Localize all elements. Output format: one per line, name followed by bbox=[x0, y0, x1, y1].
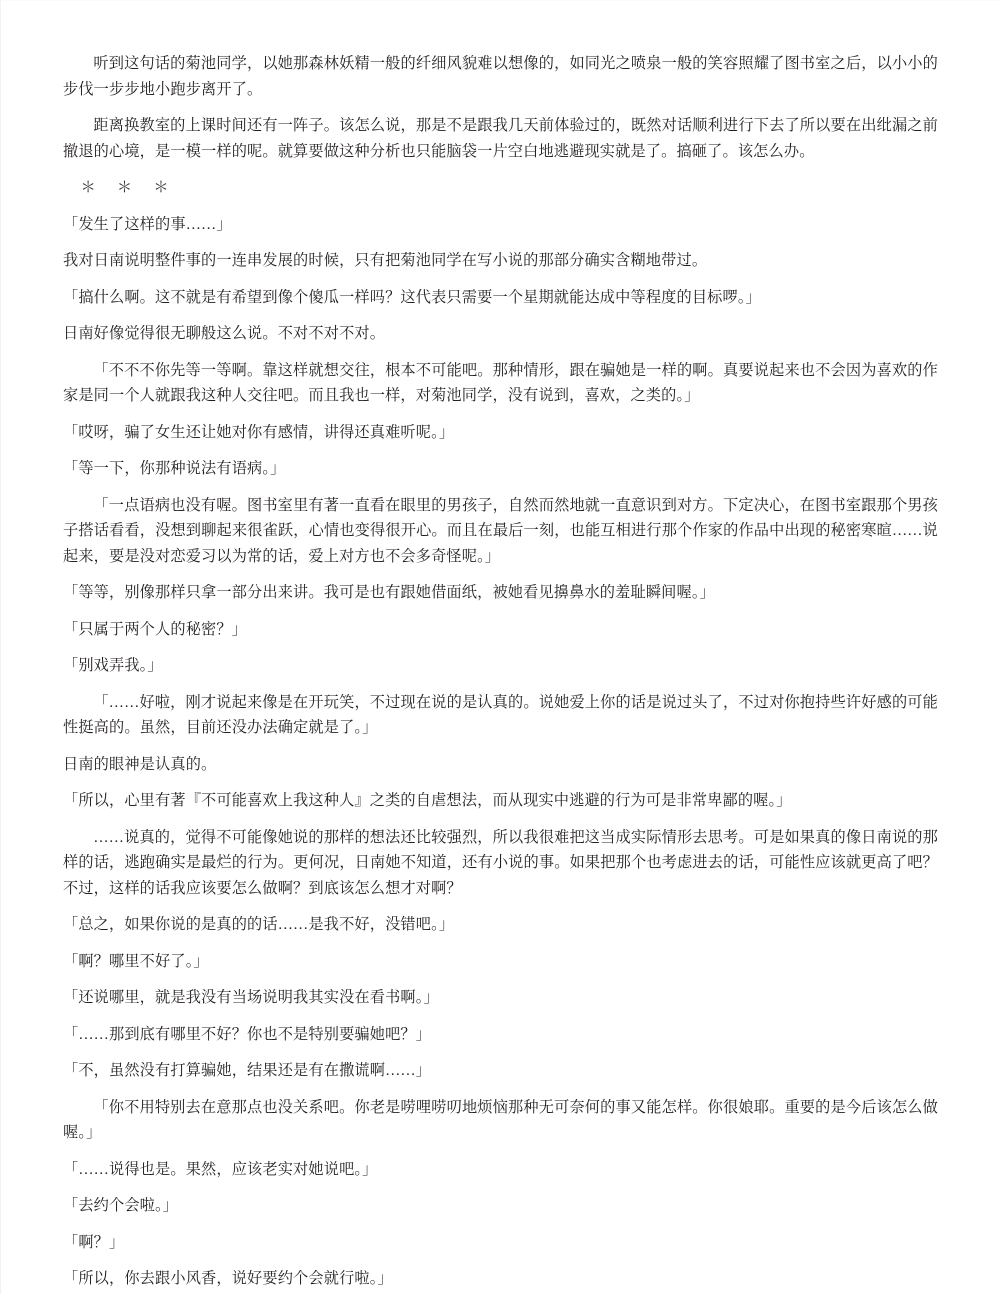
paragraph: 日南的眼神是认真的。 bbox=[63, 755, 217, 773]
dialogue-line: 「还说哪里，就是我没有当场说明我其实没在看书啊。」 bbox=[63, 989, 439, 1006]
dialogue-line: 「你不用特别去在意那点也没关系吧。你老是唠哩唠叨地烦恼那种无可奈何的事又能怎样。你很娘耶。重要的是今后该怎么做喔。」 bbox=[63, 1098, 938, 1141]
dialogue-line: 「……好啦，刚才说起来像是在开玩笑，不过现在说的是认真的。说她爱上你的话是说过头了，不过对你抱持些许好感的可能性挺高的。虽然，目前还没办法确定就是了。」 bbox=[63, 693, 938, 736]
page-text-body bbox=[63, 51, 938, 1303]
dialogue-line: 「啊？」 bbox=[63, 1233, 125, 1251]
paragraph: 日南好像觉得很无聊般这么说。不对不对不对。 bbox=[63, 325, 386, 342]
dialogue-line: 「只属于两个人的秘密？」 bbox=[63, 620, 248, 638]
dialogue-line: 「……说得也是。果然，应该老实对她说吧。」 bbox=[63, 1160, 378, 1178]
dialogue-line: 「等等，别像那样只拿一部分出来讲。我可是也有跟她借面纸，被她看见擤鼻水的羞耻瞬间喔。」 bbox=[63, 584, 715, 601]
dialogue-line: 「别戏弄我。」 bbox=[63, 657, 163, 674]
dialogue-line: 「去约个会啦。」 bbox=[63, 1197, 179, 1214]
dialogue-line: 「不，虽然没有打算骗她，结果还是有在撒谎啊……」 bbox=[63, 1062, 432, 1079]
dialogue-line: 「所以，你去跟小风香，说好要约个会就行啦。」 bbox=[63, 1270, 393, 1287]
dialogue-line: 「哎呀，骗了女生还让她对你有感情，讲得还真难听呢。」 bbox=[63, 423, 455, 441]
dialogue-line: 「总之，如果你说的是真的的话……是我不好，没错吧。」 bbox=[63, 916, 455, 933]
paragraph: 听到这句话的菊池同学，以她那森林妖精一般的纤细风貌难以想像的，如同光之喷泉一般的笑容照耀了图书室之后，以小小的步伐一步步地小跑步离开了。 bbox=[63, 55, 938, 98]
dialogue-line: 「所以，心里有著『不可能喜欢上我这种人』之类的自虐想法，而从现实中逃避的行为可是非常卑鄙的喔。」 bbox=[63, 792, 792, 809]
paragraph: ……说真的，觉得不可能像她说的那样的想法还比较强烈，所以我很难把这当成实际情形去思考。可是如果真的像日南说的那样的话，逃跑确实是最烂的行为。更何况，日南她不知道，还有小说的事。如果把那个也考虑进去的话，可能性应该就更高了吧？不过，这样的话我应该要怎么做啊？到底该怎么想才对啊？ bbox=[63, 828, 938, 897]
dialogue-line: 「一点语病也没有喔。图书室里有著一直看在眼里的男孩子，自然而然地就一直意识到对方。下定决心，在图书室跟那个男孩子搭话看看，没想到聊起来很雀跃，心情也变得很开心。而且在最后一刻，也能互相进行那个作家的作品中出现的秘密寒暄……说起来，要是没对恋爱习以为常的话，爱上对方也不会多奇怪呢。」 bbox=[63, 496, 938, 565]
paragraph: 我对日南说明整件事的一连串发展的时候，只有把菊池同学在写小说的那部分确实含糊地带过。 bbox=[63, 252, 708, 269]
paragraph: 距离换教室的上课时间还有一阵子。该怎么说，那是不是跟我几天前体验过的，既然对话顺利进行下去了所以要在出纰漏之前撤退的心境，是一模一样的呢。就算要做这种分析也只能脑袋一片空白地逃避现实就是了。搞砸了。该怎么办。 bbox=[63, 117, 938, 160]
dialogue-line: 「等一下，你那种说法有语病。」 bbox=[63, 460, 286, 477]
dialogue-line: 「啊？哪里不好了。」 bbox=[63, 952, 209, 970]
dialogue-line: 「不不不你先等一等啊。靠这样就想交往，根本不可能吧。那种情形，跟在骗她是一样的啊。真要说起来也不会因为喜欢的作家是同一个人就跟我这种人交往吧。而且我也一样，对菊池同学，没有说到，喜欢，之类的。」 bbox=[63, 361, 938, 404]
dialogue-line: 「……那到底有哪里不好？你也不是特别要骗她吧？」 bbox=[63, 1025, 432, 1043]
dialogue-line: 「搞什么啊。这不就是有希望到像个傻瓜一样吗？这代表只需要一个星期就能达成中等程度的目标啰。」 bbox=[63, 288, 761, 306]
scene-break-separator: ＊＊＊ bbox=[80, 179, 190, 196]
dialogue-line: 「发生了这样的事……」 bbox=[63, 215, 232, 233]
